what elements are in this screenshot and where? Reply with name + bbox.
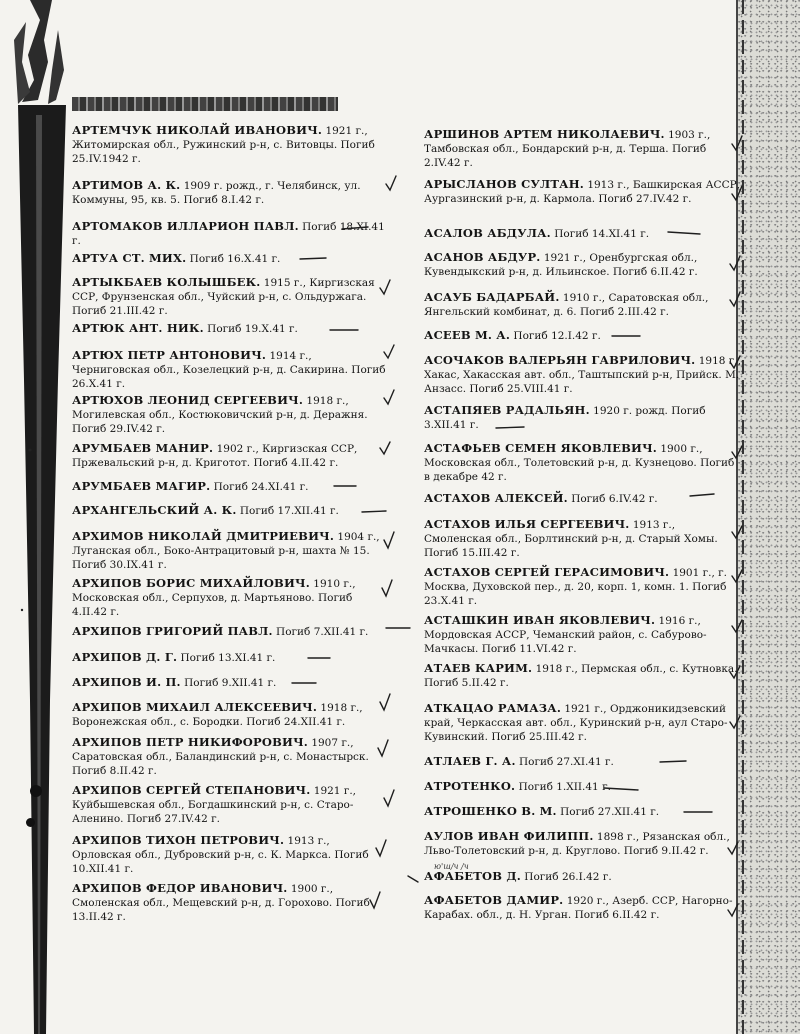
- entry-name: АРТЮК АНТ. НИК.: [72, 321, 204, 335]
- entry-name: АУЛОВ ИВАН ФИЛИПП.: [424, 829, 594, 843]
- entry-name: АРШИНОВ АРТЕМ НИКОЛАЕВИЧ.: [424, 127, 665, 141]
- entry-details: 1903 г., Тамбовская обл., Бондарский р-н, д. Терша. Погиб 2.IV.42 г.: [424, 129, 711, 169]
- entry-details: 1918 г., Пермская обл., с. Кутновка. Погиб 5.II.42 г.: [424, 663, 738, 689]
- entry-details: 1915 г., Киргизская ССР, Фрунзенская обл., Чуйский р-н, с. Ольдуржага. Погиб 21.III.42 г.: [72, 277, 375, 317]
- entry-details: Погиб 18.XI.41 г.: [72, 221, 385, 247]
- list-item: [424, 227, 742, 241]
- punch-hole: [26, 818, 35, 827]
- entry-details: Погиб 1.XII.41 г.: [515, 781, 611, 793]
- list-item: [424, 662, 742, 690]
- list-item: [72, 625, 390, 639]
- list-item: [424, 492, 742, 506]
- list-item: [72, 834, 390, 876]
- entry-details: 1918 г., Могилевская обл., Костюковичский р-н, д. Деражня. Погиб 29.IV.42 г.: [72, 395, 368, 435]
- list-item: [424, 614, 742, 656]
- entry-name: АРЫСЛАНОВ СУЛТАН.: [424, 177, 584, 191]
- entry-name: АРХИПОВ СЕРГЕЙ СТЕПАНОВИЧ.: [72, 783, 311, 797]
- entry-name: АРТЮХОВ ЛЕОНИД СЕРГЕЕВИЧ.: [72, 393, 304, 407]
- entry-name: АФАБЕТОВ Д.: [424, 869, 521, 883]
- entry-name: АРТУА СТ. МИХ.: [72, 251, 187, 265]
- entry-name: АСТАШКИН ИВАН ЯКОВЛЕВИЧ.: [424, 613, 656, 627]
- entry-name: АСТАХОВ АЛЕКСЕЙ.: [424, 491, 568, 505]
- entry-details: 1898 г., Рязанская обл., Льво-Толетовский р-н, д. Круглово. Погиб 9.II.42 г.: [424, 831, 730, 857]
- entry-details: Погиб 7.XII.41 г.: [272, 626, 369, 638]
- list-item: [424, 251, 742, 279]
- entry-details: 1902 г., Киргизская ССР, Пржевальский р-н, д. Криготот. Погиб 4.II.42 г.: [72, 443, 358, 469]
- handwritten-scribble: ю'ш/ч /ч: [434, 862, 469, 871]
- entry-details: Погиб 17.XII.41 г.: [236, 505, 339, 517]
- list-item: [72, 736, 390, 778]
- entry-name: АРХИМОВ НИКОЛАЙ ДМИТРИЕВИЧ.: [72, 529, 335, 543]
- list-item: [72, 784, 390, 826]
- entry-details: Погиб 13.XI.41 г.: [177, 652, 276, 664]
- entry-name: АРХИПОВ ПЕТР НИКИФОРОВИЧ.: [72, 735, 308, 749]
- list-item: [424, 894, 742, 922]
- list-item: [424, 805, 742, 819]
- entry-details: Погиб 24.XI.41 г.: [210, 481, 309, 493]
- entry-details: Погиб 12.I.42 г.: [510, 330, 601, 342]
- list-item: [72, 882, 390, 924]
- entry-details: 1921 г., Житомирская обл., Ружинский р-н, с. Витовцы. Погиб 25.IV.1942 г.: [72, 125, 375, 165]
- entry-name: АРХИПОВ ФЕДОР ИВАНОВИЧ.: [72, 881, 288, 895]
- list-item: [72, 124, 390, 166]
- list-item: [72, 504, 390, 518]
- list-item: [424, 128, 742, 170]
- entry-details: 1913 г., Смоленская обл., Борлтинский р-н, д. Старый Хомы. Погиб 15.III.42 г.: [424, 519, 718, 559]
- entry-name: АРХАНГЕЛЬСКИЙ А. К.: [72, 503, 237, 517]
- entry-name: АСАНОВ АБДУР.: [424, 250, 541, 264]
- entry-details: Погиб 27.XII.41 г.: [556, 806, 660, 818]
- entry-name: АСЕЕВ М. А.: [424, 328, 511, 342]
- entry-name: АРТОМАКОВ ИЛЛАРИОН ПАВЛ.: [72, 219, 299, 233]
- entry-details: 1914 г., Черниговская обл., Козелецкий р-н, д. Сакирина. Погиб 26.X.41 г.: [72, 350, 386, 390]
- list-item: [72, 577, 390, 619]
- list-item: [424, 442, 742, 484]
- entry-name: АРТЕМЧУК НИКОЛАЙ ИВАНОВИЧ.: [72, 123, 323, 137]
- entry-name: АСАЛОВ АБДУЛА.: [424, 226, 551, 240]
- entry-details: 1913 г., Башкирская АССР, Аургазинский р-н, д. Кармола. Погиб 27.IV.42 г.: [424, 179, 741, 205]
- list-item: [72, 394, 390, 436]
- list-item: [72, 322, 390, 336]
- entry-details: 1901 г., г. Москва, Духовской пер., д. 20, корп. 1, комн. 1. Погиб 23.X.41 г.: [424, 567, 727, 607]
- entry-details: 1910 г., Саратовская обл., Янгельский комбинат, д. 6. Погиб 2.III.42 г.: [424, 292, 709, 318]
- entry-details: 1921 г., Куйбышевская обл., Богдашкинский р-н, с. Старо-Аленино. Погиб 27.IV.42 г.: [72, 785, 356, 825]
- entry-details: Погиб 14.XI.41 г.: [550, 228, 650, 240]
- entry-details: 1900 г., Смоленская обл., Мещевский р-н, д. Горохово. Погиб 13.II.42 г.: [72, 883, 370, 923]
- entry-details: 1904 г., Луганская обл., Боко-Антрацитовый р-н, шахта № 15. Погиб 30.IX.41 г.: [72, 531, 380, 571]
- entry-name: АТЛАЕВ Г. А.: [424, 754, 516, 768]
- list-item: [72, 349, 390, 391]
- entry-name: АСТАХОВ СЕРГЕЙ ГЕРАСИМОВИЧ.: [424, 565, 670, 579]
- list-item: [72, 530, 390, 572]
- entry-name: АРТИМОВ А. К.: [72, 178, 181, 192]
- entry-details: 1910 г., Московская обл., Серпухов, д. Мартьяново. Погиб 4.II.42 г.: [72, 578, 356, 618]
- entry-name: АФАБЕТОВ ДАМИР.: [424, 893, 564, 907]
- entry-name: АРХИПОВ МИХАИЛ АЛЕКСЕЕВИЧ.: [72, 700, 318, 714]
- list-item: [72, 651, 390, 665]
- entry-name: АРУМБАЕВ МАГИР.: [72, 479, 211, 493]
- entry-name: АТРОТЕНКО.: [424, 779, 516, 793]
- list-item: [72, 220, 390, 248]
- entry-name: АРХИПОВ ГРИГОРИЙ ПАВЛ.: [72, 624, 273, 638]
- entry-name: АСТАПЯЕВ РАДАЛЬЯН.: [424, 403, 590, 417]
- entry-details: 1921 г., Оренбургская обл., Кувендыкский р-н, д. Ильинское. Погиб 6.II.42 г.: [424, 252, 698, 278]
- entry-details: 1921 г., Орджоникидзевский край, Черкасская авт. обл., Куринский р-н, аул Старо-Кувинский. Погиб 25.III.42 г.: [424, 703, 728, 743]
- entry-details: Погиб 26.I.42 г.: [520, 871, 612, 883]
- list-item: [424, 404, 742, 432]
- entry-name: АРХИПОВ ТИХОН ПЕТРОВИЧ.: [72, 833, 285, 847]
- entry-name: АСТАХОВ ИЛЬЯ СЕРГЕЕВИЧ.: [424, 517, 630, 531]
- entry-details: 1907 г., Саратовская обл., Баландинский р-н, с. Монастырск. Погиб 8.II.42 г.: [72, 737, 369, 777]
- entry-name: АСОЧАКОВ ВАЛЕРЬЯН ГАВРИЛОВИЧ.: [424, 353, 696, 367]
- entry-name: АСТАФЬЕВ СЕМЕН ЯКОВЛЕВИЧ.: [424, 441, 657, 455]
- list-item: [72, 276, 390, 318]
- entry-details: Погиб 19.X.41 г.: [203, 323, 298, 335]
- list-item: [72, 701, 390, 729]
- entry-details: 1920 г. рожд. Погиб 3.XII.41 г.: [424, 405, 706, 431]
- entry-details: 1913 г., Орловская обл., Дубровский р-н, с. К. Маркса. Погиб 10.XII.41 г.: [72, 835, 369, 875]
- entry-details: 1918 г., Воронежская обл., с. Бородки. Погиб 24.XII.41 г.: [72, 702, 363, 728]
- entry-name: АТРОШЕНКО В. М.: [424, 804, 557, 818]
- list-item: [424, 291, 742, 319]
- list-item: [424, 178, 742, 206]
- entry-details: Погиб 27.XI.41 г.: [515, 756, 614, 768]
- entry-name: АТАЕВ КАРИМ.: [424, 661, 533, 675]
- list-item: [424, 329, 742, 343]
- entry-details: 1920 г., Азерб. ССР, Нагорно-Карабах. обл., д. Н. Урган. Погиб 6.II.42 г.: [424, 895, 733, 921]
- list-item: [72, 442, 390, 470]
- entry-details: 1909 г. рожд., г. Челябинск, ул. Коммуны, 95, кв. 5. Погиб 8.I.42 г.: [72, 180, 361, 206]
- entry-details: Погиб 16.X.41 г.: [186, 253, 281, 265]
- entry-name: АРХИПОВ БОРИС МИХАЙЛОВИЧ.: [72, 576, 310, 590]
- entry-name: АРТЫКБАЕВ КОЛЫШБЕК.: [72, 275, 261, 289]
- entry-details: Погиб 9.XII.41 г.: [180, 677, 277, 689]
- entry-name: АСАУБ БАДАРБАЙ.: [424, 290, 560, 304]
- list-item: [424, 780, 742, 794]
- list-item: [424, 518, 742, 560]
- list-item: [424, 755, 742, 769]
- entry-details: Погиб 6.IV.42 г.: [567, 493, 658, 505]
- entry-name: АРХИПОВ Д. Г.: [72, 650, 178, 664]
- list-item: [72, 179, 390, 207]
- entry-details: 1900 г., Московская обл., Толетовский р-н, д. Кузнецово. Погиб в декабре 42 г.: [424, 443, 735, 483]
- scanned-page-edge: [736, 0, 800, 1034]
- entry-details: 1916 г., Мордовская АССР, Чеманский район, с. Сабурово-Мачкасы. Погиб 11.VI.42 г.: [424, 615, 707, 655]
- entry-name: АРТЮХ ПЕТР АНТОНОВИЧ.: [72, 348, 267, 362]
- list-item: [424, 830, 742, 858]
- entry-name: АРУМБАЕВ МАНИР.: [72, 441, 214, 455]
- list-item: [424, 870, 742, 884]
- list-item: [72, 676, 390, 690]
- header-decorative-band: [72, 97, 338, 111]
- entry-details: 1918 г., Хакас, Хакасская авт. обл., Таштыпский р-н, Прийск. М. Анзасс. Погиб 25.VIII.41 г.: [424, 355, 741, 395]
- list-item: [424, 702, 742, 744]
- list-item: [424, 354, 742, 396]
- list-item: [424, 566, 742, 608]
- punch-hole: [30, 785, 42, 797]
- entry-name: АТКАЦАО РАМАЗА.: [424, 701, 562, 715]
- list-item: [72, 480, 390, 494]
- list-item: [72, 252, 390, 266]
- entry-name: АРХИПОВ И. П.: [72, 675, 181, 689]
